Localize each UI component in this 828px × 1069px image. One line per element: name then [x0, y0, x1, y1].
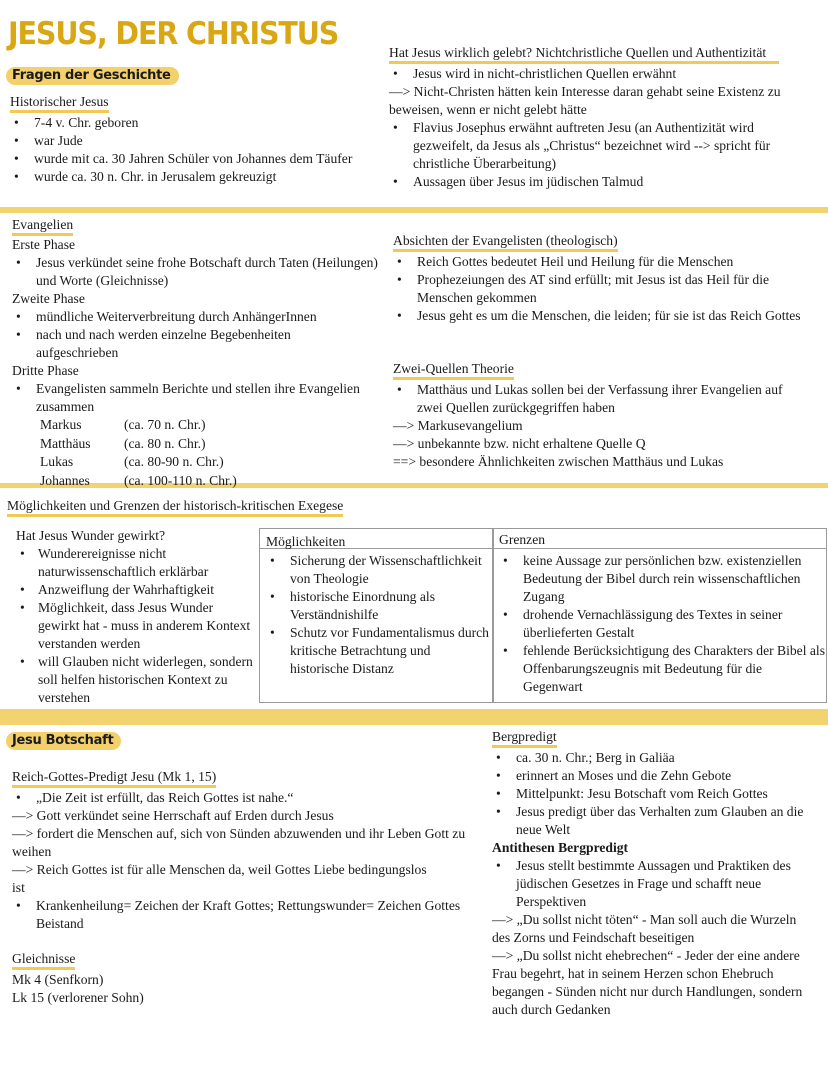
quellen-section [389, 44, 814, 191]
zwei-quellen-list [393, 381, 818, 417]
section-tag-geschichte: Fragen der Geschichte [6, 67, 179, 85]
list-item: • Matthäus und Lukas sollen bei der Verfassung ihrer Evangelien auf zwei Quellen zurückgegriffen haben [393, 381, 797, 417]
historischer-jesus-list [10, 114, 382, 186]
exegese-heading-text: Möglichkeiten und Grenzen der historisch-kritischen Exegese [7, 498, 343, 517]
phase1-list [12, 254, 384, 290]
list-item: • wurde mit ca. 30 Jahren Schüler von Johannes dem Täufer [10, 150, 354, 168]
list-item: • will Glauben nicht widerlegen, sondern soll helfen historischen Kontext zu verstehen [16, 653, 258, 707]
list-item: • Krankenheilung= Zeichen der Kraft Gottes; Rettungswunder= Zeichen Gottes Beistand [12, 897, 476, 933]
quellen-list-2 [389, 119, 814, 191]
list-item: • Anzweiflung der Wahrhaftigkeit [16, 581, 258, 599]
table-cell: Markus [40, 417, 82, 432]
moeglichkeiten-column [266, 533, 492, 678]
list-item: • Wunderereignisse nicht naturwissenschaftlich erklärbar [16, 545, 258, 581]
moeglichkeiten-list [266, 552, 492, 678]
list-item: • nach und nach werden einzelne Begebenheiten aufgeschrieben [12, 326, 356, 362]
arrow-line: —> „Du sollst nicht töten“ - Man soll auch die Wurzeln des Zorns und Feindschaft beseitigen [492, 912, 797, 945]
table-cell: Lukas [40, 454, 74, 469]
grenzen-list [499, 552, 825, 696]
bergpredigt-list [492, 749, 814, 839]
table-cell: (ca. 80 n. Chr.) [124, 435, 206, 451]
list-item: • Reich Gottes bedeutet Heil und Heilung für die Menschen [393, 253, 813, 271]
table-cell: (ca. 80-90 n. Chr.) [124, 454, 224, 469]
evangelien-table [40, 416, 237, 490]
historischer-jesus-heading: Historischer Jesus [10, 94, 109, 113]
list-item: • 7-4 v. Chr. geboren [10, 114, 382, 132]
grenzen-column [499, 531, 825, 696]
table-cell: (ca. 100-110 n. Chr.) [124, 472, 237, 488]
gleichnisse-heading: Gleichnisse [12, 951, 75, 970]
list-item: • „Die Zeit ist erfüllt, das Reich Gottes ist nahe.“ [12, 789, 472, 807]
wunder-section [16, 527, 258, 707]
list-item: • Mittelpunkt: Jesu Botschaft vom Reich Gottes [492, 785, 796, 803]
list-item: • ca. 30 n. Chr.; Berg in Galiäa [492, 749, 814, 767]
bergpredigt-heading: Bergpredigt [492, 729, 557, 748]
list-item: • Jesus geht es um die Menschen, die leiden; für sie ist das Reich Gottes [393, 307, 807, 325]
list-item: • historische Einordnung als Verständnishilfe [266, 588, 492, 624]
list-item: • Schutz vor Fundamentalismus durch kritische Betrachtung und historische Distanz [266, 624, 492, 678]
reich-gottes-section [12, 768, 472, 933]
list-item: • Jesus stellt bestimmte Aussagen und Praktiken des jüdischen Gesetzes in Frage und schafft neue Perspektiven [492, 857, 816, 911]
quellen-arrow: —> Nicht-Christen hätten kein Interesse daran gehabt seine Existenz zu beweisen, wenn er nicht gelebt hätte [389, 84, 781, 117]
table-cell: (ca. 70 n. Chr.) [124, 417, 206, 432]
list-item: • fehlende Berücksichtigung des Charakters der Bibel als Offenbarungszeugnis mit Bedeutung für die Gegenwart [499, 642, 825, 696]
moeglichkeiten-header: Möglichkeiten [266, 534, 346, 549]
arrow-line: —> fordert die Menschen auf, sich von Sünden abzuwenden und ihr Leben Gott zu weihen [12, 826, 466, 859]
phase-label: Zweite Phase [12, 291, 85, 306]
divider-band [0, 207, 828, 213]
quellen-list [389, 65, 814, 83]
reich-gottes-heading: Reich-Gottes-Predigt Jesu (Mk 1, 15) [12, 769, 216, 788]
list-item: • keine Aussage zur persönlichen bzw. existenziellen Bedeutung der Bibel durch rein wissenschaftlichen Zugang [499, 552, 825, 606]
phase2-list [12, 308, 384, 362]
gleichnis-line: Mk 4 (Senfkorn) [12, 972, 104, 987]
zwei-quellen-heading: Zwei-Quellen Theorie [393, 361, 514, 380]
phase-label: Dritte Phase [12, 363, 79, 378]
phase3-list [12, 380, 384, 416]
wunder-list [16, 545, 258, 707]
zwei-quellen-section [393, 360, 818, 471]
arrow-line: —> Markusevangelium [393, 418, 523, 433]
table-divider [492, 528, 494, 703]
absichten-heading: Absichten der Evangelisten (theologisch) [393, 233, 618, 252]
arrow-line: —> „Du sollst nicht ehebrechen“ - Jeder der eine andere Frau begehrt, hat in seinem Herzen schon Ehebruch begangen - Sünden nicht nur durch Handlungen, sondern auch durch Gedanken [492, 948, 803, 1017]
arrow-line: ==> besondere Ähnlichkeiten zwischen Matthäus und Lukas [393, 454, 724, 469]
list-item: • Flavius Josephus erwähnt auftreten Jesu (an Authentizität wird gezweifelt, da Jesus als „Christus“ bezeichnet wird --> spricht für christliche Überarbeitung) [389, 119, 814, 173]
section-tag-botschaft: Jesu Botschaft [6, 732, 121, 750]
bergpredigt-section [492, 728, 814, 1019]
antithesen-heading [492, 839, 814, 857]
arrow-line: —> Gott verkündet seine Herrschaft auf Erden durch Jesus [12, 808, 334, 823]
list-item: • Jesus predigt über das Verhalten zum Glauben an die neue Welt [492, 803, 806, 839]
arrow-line: —> unbekannte bzw. nicht erhaltene Quelle Q [393, 436, 646, 451]
table-row [40, 435, 237, 454]
arrow-line: —> Reich Gottes ist für alle Menschen da, weil Gottes Liebe bedingungslos ist [12, 862, 427, 895]
list-item: • drohende Vernachlässigung des Textes in seiner überlieferten Gestalt [499, 606, 825, 642]
quellen-heading: Hat Jesus wirklich gelebt? Nichtchristliche Quellen und Authentizität [389, 45, 779, 64]
wunder-question: Hat Jesus Wunder gewirkt? [16, 528, 166, 543]
list-item: • Jesus wird in nicht-christlichen Quellen erwähnt [389, 65, 814, 83]
list-item: • mündliche Weiterverbreitung durch AnhängerInnen [12, 308, 384, 326]
list-item: • war Jude [10, 132, 382, 150]
antithesen-heading-text: Antithesen Bergpredigt [492, 840, 629, 855]
list-item: • Sicherung der Wissenschaftlichkeit von Theologie [266, 552, 492, 588]
historischer-jesus-section [10, 93, 382, 186]
absichten-section [393, 232, 813, 325]
evangelien-section [12, 216, 384, 490]
evangelien-heading: Evangelien [12, 217, 73, 236]
table-row [40, 453, 237, 472]
gleichnisse-section [12, 950, 312, 1007]
antithesen-list [492, 857, 814, 911]
list-item: • Aussagen über Jesus im jüdischen Talmud [389, 173, 814, 191]
gleichnis-line: Lk 15 (verlorener Sohn) [12, 990, 144, 1005]
table-row [40, 416, 237, 435]
list-item: • wurde ca. 30 n. Chr. in Jerusalem gekreuzigt [10, 168, 382, 186]
absichten-list [393, 253, 813, 325]
exegese-heading [7, 497, 343, 517]
list-item: • Evangelisten sammeln Berichte und stellen ihre Evangelien zusammen [12, 380, 366, 416]
grenzen-header: Grenzen [499, 532, 546, 547]
list-item: • Jesus verkündet seine frohe Botschaft durch Taten (Heilungen) und Worte (Gleichnisse) [12, 254, 384, 290]
phase-label: Erste Phase [12, 237, 76, 252]
table-row [40, 472, 237, 491]
table-cell: Johannes [40, 472, 90, 488]
divider-band [0, 709, 828, 725]
reich-gottes-list-2 [12, 897, 472, 933]
list-item: • erinnert an Moses und die Zehn Gebote [492, 767, 814, 785]
table-cell: Matthäus [40, 435, 91, 451]
reich-gottes-list [12, 789, 472, 807]
page-title: JESUS, DER CHRISTUS [8, 16, 339, 52]
list-item: • Prophezeiungen des AT sind erfüllt; mit Jesus ist das Heil für die Menschen gekommen [393, 271, 813, 307]
list-item: • Möglichkeit, dass Jesus Wunder gewirkt hat - muss in anderem Kontext verstanden werden [16, 599, 258, 653]
